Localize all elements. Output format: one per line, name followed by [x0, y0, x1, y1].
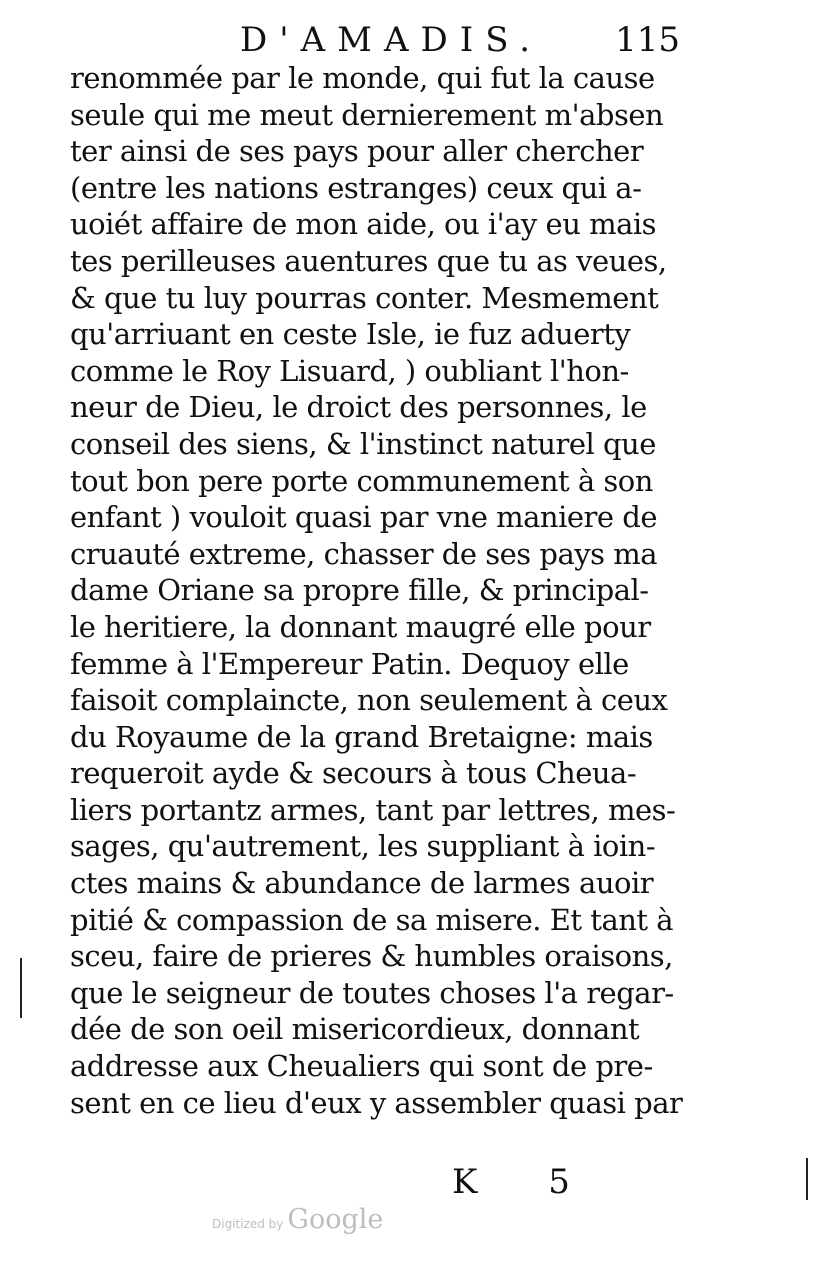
text-line: du Royaume de la grand Bretaigne: mais — [70, 719, 653, 754]
signature-mark: K 5 — [452, 1162, 600, 1202]
text-line: qu'arriuant en ceste Isle, ie fuz aduerty — [70, 317, 631, 352]
text-line: addresse aux Cheualiers qui sont de pre- — [70, 1049, 653, 1084]
text-line: dame Oriane sa propre fille, & principal- — [70, 573, 649, 608]
scan-mark-right — [806, 1158, 808, 1200]
text-line: sent en ce lieu d'eux y assembler quasi par — [70, 1085, 683, 1120]
text-line: & que tu luy pourras conter. Mesmement — [70, 280, 659, 315]
text-line: ctes mains & abundance de larmes auoir — [70, 866, 654, 901]
watermark-logo: Google — [287, 1204, 384, 1235]
digitized-watermark — [212, 1204, 392, 1244]
text-line: femme à l'Empereur Patin. Dequoy elle — [70, 646, 629, 681]
text-line: enfant ) vouloit quasi par vne maniere de — [70, 500, 657, 535]
text-line: dée de son oeil misericordieux, donnant — [70, 1012, 640, 1047]
text-line: (entre les nations estranges) ceux qui a- — [70, 170, 642, 205]
text-line: neur de Dieu, le droict des personnes, le — [70, 390, 647, 425]
text-line: que le seigneur de toutes choses l'a regar- — [70, 975, 674, 1010]
page-number: 115 — [615, 20, 680, 60]
text-line: pitié & compassion de sa misere. Et tant à — [70, 902, 674, 937]
text-line: liers portantz armes, tant par lettres, mes- — [70, 792, 676, 827]
text-line: cruauté extreme, chasser de ses pays ma — [70, 536, 658, 571]
scan-mark-left — [20, 958, 22, 1018]
text-line: faisoit complaincte, non seulement à ceux — [70, 683, 668, 718]
watermark-prefix: Digitized by — [212, 1217, 284, 1231]
text-line: tes perilleuses auentures que tu as veues, — [70, 243, 667, 278]
text-line: sceu, faire de prieres & humbles oraisons, — [70, 939, 673, 974]
text-line: uoiét affaire de mon aide, ou i'ay eu mais — [70, 207, 657, 242]
text-line: seule qui me meut dernierement m'absen — [70, 97, 664, 132]
text-line: comme le Roy Lisuard, ) oubliant l'hon- — [70, 353, 629, 388]
body-text — [70, 60, 683, 1121]
text-line: sages, qu'autrement, les suppliant à ioin- — [70, 829, 656, 864]
page-header — [70, 14, 680, 66]
text-line: renommée par le monde, qui fut la cause — [70, 61, 655, 95]
text-line: tout bon pere porte communement à son — [70, 463, 653, 498]
running-title: D'AMADIS. — [240, 20, 543, 60]
text-line: ter ainsi de ses pays pour aller chercher — [70, 134, 644, 169]
text-line: le heritiere, la donnant maugré elle pour — [70, 609, 651, 644]
text-line: requeroit ayde & secours à tous Cheua- — [70, 756, 637, 791]
text-line: conseil des siens, & l'instinct naturel que — [70, 426, 656, 461]
